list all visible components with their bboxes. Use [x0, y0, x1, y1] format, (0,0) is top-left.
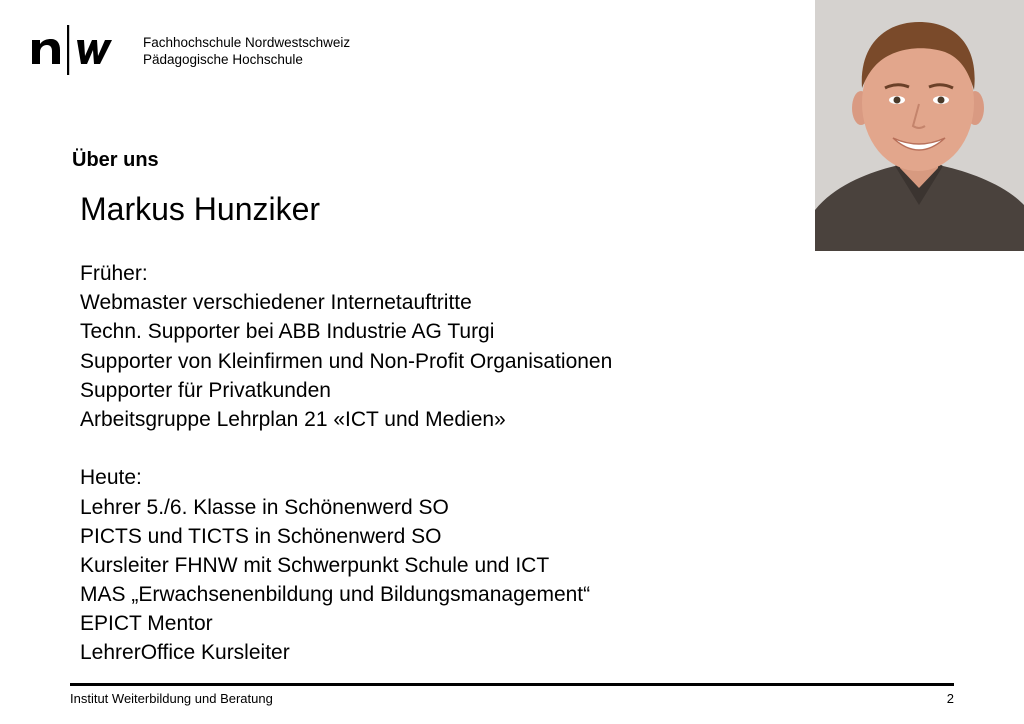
today-item: MAS „Erwachsenenbildung und Bildungsmanagement“	[80, 583, 591, 607]
today-item: Lehrer 5./6. Klasse in Schönenwerd SO	[80, 495, 449, 519]
earlier-item: Arbeitsgruppe Lehrplan 21 «ICT und Medien»	[80, 407, 506, 431]
earlier-item: Techn. Supporter bei ABB Industrie AG Turgi	[80, 320, 495, 344]
school-name	[143, 34, 350, 68]
fhnw-logo-mark	[30, 24, 130, 80]
fhnw-logo	[30, 24, 130, 80]
earlier-heading: Früher:	[80, 262, 148, 285]
section-title: Über uns	[72, 149, 159, 171]
page-number: 2	[946, 691, 954, 706]
footer-divider	[70, 683, 954, 686]
school-name-line2: Pädagogische Hochschule	[143, 52, 303, 67]
today-item: LehrerOffice Kursleiter	[80, 641, 290, 665]
footer-institute: Institut Weiterbildung und Beratung	[70, 691, 273, 706]
earlier-item: Supporter von Kleinfirmen und Non-Profit Organisationen	[80, 349, 613, 373]
today-item: Kursleiter FHNW mit Schwerpunkt Schule und ICT	[80, 553, 550, 577]
person-name: Markus Hunziker	[80, 191, 321, 227]
school-name-line1: Fachhochschule Nordwestschweiz	[143, 35, 351, 50]
spacer	[80, 434, 780, 463]
today-heading: Heute:	[80, 466, 142, 490]
portrait-photo	[815, 0, 1024, 251]
today-item: PICTS und TICTS in Schönenwerd SO	[80, 524, 442, 548]
earlier-item: Supporter für Privatkunden	[80, 378, 331, 402]
earlier-item: Webmaster verschiedener Internetauftritte	[80, 291, 472, 315]
bio-content	[80, 259, 780, 668]
today-item: EPICT Mentor	[80, 612, 213, 636]
portrait-illustration	[815, 0, 1024, 251]
